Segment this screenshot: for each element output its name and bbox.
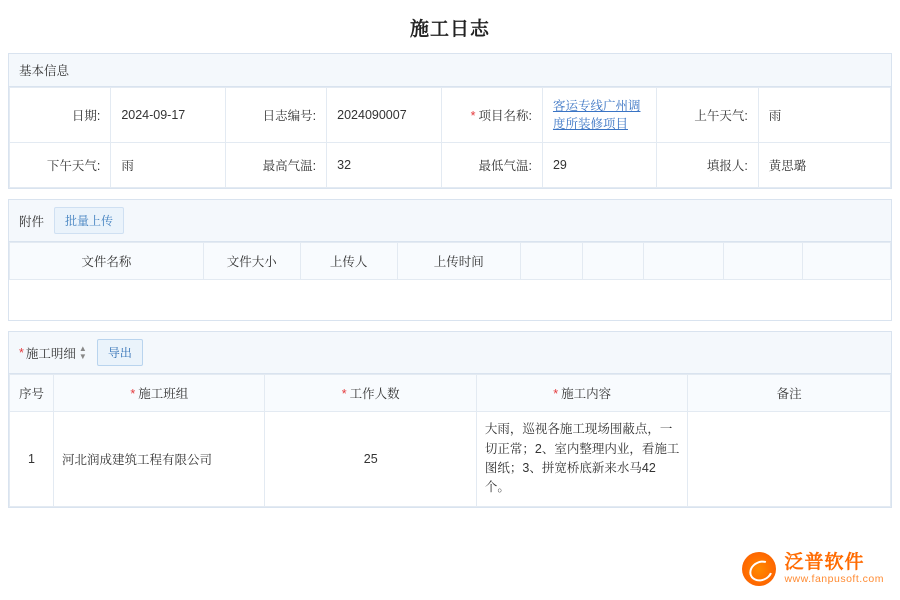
field-value-weather-pm: 雨 [111,143,226,188]
column-upload-time[interactable]: 上传时间 [397,243,520,280]
page-title: 施工日志 [409,19,490,40]
required-mark: * [470,109,476,124]
table-row [10,143,891,188]
field-label-weather-pm: 下午天气: [10,143,111,188]
logo-icon [742,552,776,586]
field-label-project-name: * 项目名称: [441,88,542,143]
column-extra-2 [582,243,644,280]
column-extra-4 [723,243,802,280]
field-value-log-no: 2024090007 [327,88,442,143]
detail-table [9,374,891,507]
column-file-size[interactable]: 文件大小 [203,243,300,280]
detail-header-label: 施工明细 [25,346,76,361]
detail-header [9,332,891,374]
field-value-weather-am: 雨 [758,88,890,143]
field-value-max-temp: 32 [327,143,442,188]
field-value-project-name [542,88,657,143]
column-remark: 备注 [688,375,891,412]
brand-url: www.fanpusoft.com [784,572,884,585]
required-mark: * [341,387,347,402]
required-mark: * [19,345,24,360]
sort-icon[interactable]: ▲ ▼ [78,343,87,361]
table-header-row [10,375,891,412]
basic-info-table [9,87,891,188]
attachment-empty-body [9,280,891,320]
basic-info-panel [8,53,892,189]
cell-workers: 25 [265,412,476,507]
basic-info-header [9,54,891,87]
column-workers: * 工作人数 [265,375,476,412]
column-uploader[interactable]: 上传人 [300,243,397,280]
table-row[interactable] [10,412,891,507]
field-value-date: 2024-09-17 [111,88,226,143]
field-value-min-temp: 29 [542,143,657,188]
column-content: * 施工内容 [476,375,687,412]
project-name-link[interactable]: 客运专线广州调度所装修项目 [552,99,641,132]
basic-info-header-label: 基本信息 [19,64,70,78]
column-extra-5 [802,243,890,280]
cell-remark [688,412,891,507]
cell-index: 1 [10,412,54,507]
detail-panel [8,331,892,508]
attachment-panel [8,199,892,321]
field-label-weather-am: 上午天气: [657,88,758,143]
column-index: 序号 [10,375,54,412]
export-button[interactable]: 导出 [97,339,143,366]
batch-upload-button[interactable]: 批量上传 [54,207,124,234]
field-value-reporter: 黄思璐 [758,143,890,188]
column-file-name[interactable]: 文件名称 [10,243,204,280]
brand-name: 泛普软件 [784,551,865,573]
field-label-date: 日期: [10,88,111,143]
attachment-header [9,200,891,242]
required-mark: * [553,387,559,402]
column-extra-3 [644,243,723,280]
field-label-min-temp: 最低气温: [441,143,542,188]
table-header-row [10,243,891,280]
attachment-table [9,242,891,280]
cell-team: 河北润成建筑工程有限公司 [54,412,265,507]
brand-logo [742,552,884,586]
attachment-header-label: 附件 [19,214,45,229]
cell-content: 大雨，巡视各施工现场围蔽点，一切正常；2、室内整理内业，看施工图纸；3、拼宽桥底新来水马42个。 [476,412,687,507]
column-team: * 施工班组 [54,375,265,412]
table-row [10,88,891,143]
column-extra-1 [520,243,582,280]
field-label-max-temp: 最高气温: [225,143,326,188]
logo-text [784,553,884,585]
required-mark: * [130,387,136,402]
field-label-log-no: 日志编号: [225,88,326,143]
field-label-reporter: 填报人: [657,143,758,188]
